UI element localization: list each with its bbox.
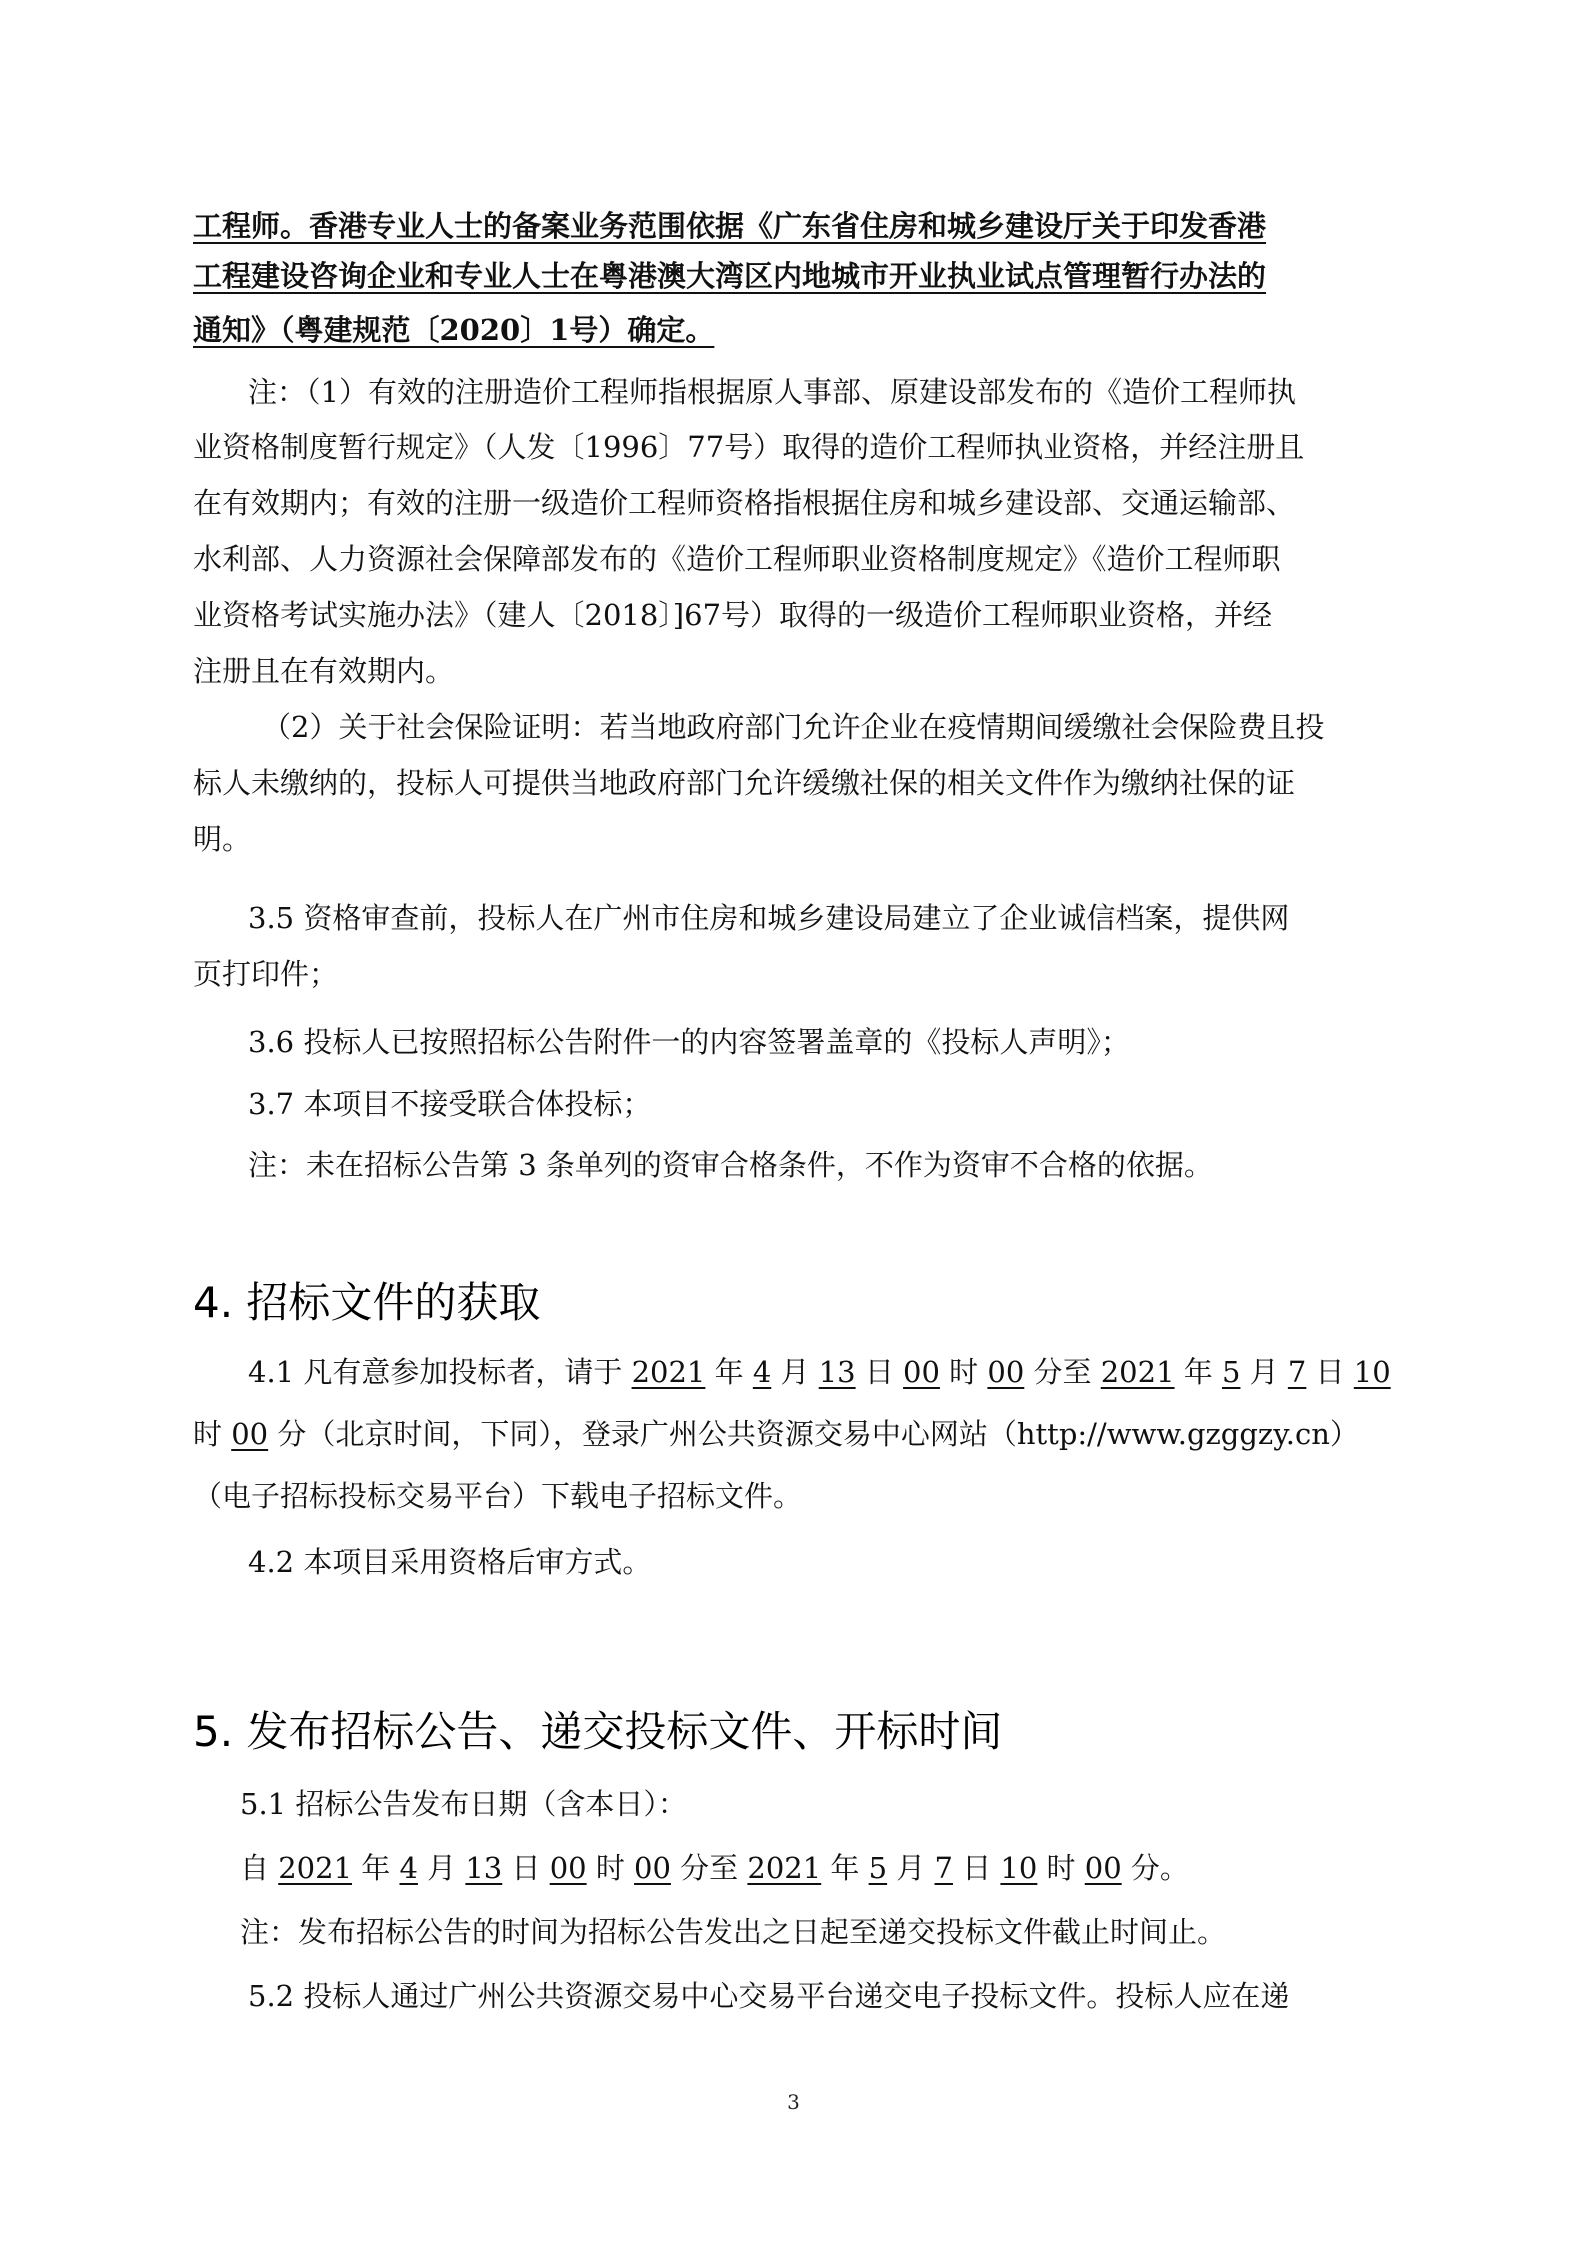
text-run: 年 bbox=[1174, 1355, 1222, 1389]
underlined-value: 2021 bbox=[631, 1355, 706, 1389]
note-line: 在有效期内；有效的注册一级造价工程师资格指根据住房和城乡建设部、交通运输部、 bbox=[193, 486, 1296, 520]
clause-line bbox=[240, 1846, 1189, 1890]
text-run: 日 bbox=[855, 1355, 904, 1389]
underlined-value: 00 bbox=[903, 1355, 940, 1389]
clause-line: 5.1 招标公告发布日期（含本日）： bbox=[240, 1787, 687, 1821]
section-heading-4: 4. 招标文件的获取 bbox=[193, 1278, 541, 1327]
text-run: 分至 bbox=[1024, 1355, 1101, 1389]
text-run: 日 bbox=[952, 1851, 1001, 1885]
underlined-value: 5 bbox=[868, 1851, 888, 1885]
clause-line: 5.2 投标人通过广州公共资源交易中心交易平台递交电子投标文件。投标人应在递 bbox=[248, 1979, 1290, 2013]
clause-line: 3.5 资格审查前，投标人在广州市住房和城乡建设局建立了企业诚信档案，提供网 bbox=[248, 901, 1290, 935]
note-line: 注：（1）有效的注册造价工程师指根据原人事部、原建设部发布的《造价工程师执 bbox=[248, 375, 1296, 409]
bold-paragraph-line: 工程建设咨询企业和专业人士在粤港澳大湾区内地城市开业执业试点管理暂行办法的 bbox=[193, 259, 1267, 293]
underlined-value: 2021 bbox=[1100, 1355, 1175, 1389]
clause-line: 4.2 本项目采用资格后审方式。 bbox=[248, 1545, 652, 1579]
text-run: 4.1 凡有意参加投标者，请于 bbox=[248, 1355, 632, 1389]
text-run: 时 bbox=[193, 1417, 232, 1451]
text-run: 月 bbox=[417, 1851, 466, 1885]
text-run: 时 bbox=[586, 1851, 635, 1885]
underlined-value: 00 bbox=[634, 1851, 671, 1885]
text-run: 月 bbox=[771, 1355, 819, 1389]
note-line: 注册且在有效期内。 bbox=[193, 654, 455, 688]
underlined-value: 4 bbox=[752, 1355, 772, 1389]
clause-line: 3.6 投标人已按照招标公告附件一的内容签署盖章的《投标人声明》； bbox=[248, 1025, 1130, 1059]
underlined-value: 5 bbox=[1221, 1355, 1241, 1389]
text-run: 月 bbox=[1240, 1355, 1288, 1389]
text-run: 日 bbox=[502, 1851, 550, 1885]
underlined-value: 2021 bbox=[747, 1851, 822, 1885]
text-run: 年 bbox=[821, 1851, 869, 1885]
underlined-value: 10 bbox=[1353, 1355, 1391, 1389]
underlined-value: 00 bbox=[231, 1417, 269, 1451]
underlined-value: 7 bbox=[1287, 1355, 1307, 1389]
clause-line: 3.7 本项目不接受联合体投标； bbox=[248, 1087, 652, 1121]
bold-paragraph-line: 通知》（粤建规范〔2020〕1号）确定。 bbox=[193, 313, 715, 347]
text-run: 分（北京时间，下同），登录广州公共资源交易中心网站（http://www.gzggzy.cn） bbox=[268, 1417, 1359, 1451]
note-line: 水利部、人力资源社会保障部发布的《造价工程师职业资格制度规定》《造价工程师职 bbox=[193, 542, 1281, 576]
underlined-value: 00 bbox=[1084, 1851, 1122, 1885]
underlined-value: 7 bbox=[934, 1851, 953, 1885]
text-run: 日 bbox=[1306, 1355, 1354, 1389]
section-heading-5: 5. 发布招标公告、递交投标文件、开标时间 bbox=[193, 1707, 1003, 1756]
text-run: 分至 bbox=[670, 1851, 748, 1885]
text-run: 时 bbox=[939, 1355, 988, 1389]
underlined-value: 13 bbox=[465, 1851, 503, 1885]
text-run: 月 bbox=[887, 1851, 935, 1885]
underlined-value: 00 bbox=[987, 1355, 1025, 1389]
note-line: 明。 bbox=[193, 822, 252, 856]
clause-line: 页打印件； bbox=[193, 957, 339, 991]
page-number: 3 bbox=[787, 2090, 800, 2114]
text-run: 时 bbox=[1037, 1851, 1085, 1885]
text-run: 自 bbox=[240, 1851, 279, 1885]
bold-paragraph-line: 工程师。香港专业人士的备案业务范围依据《广东省住房和城乡建设厅关于印发香港 bbox=[193, 209, 1267, 243]
text-run: 年 bbox=[352, 1851, 400, 1885]
note-line: 标人未缴纳的，投标人可提供当地政府部门允许缓缴社保的相关文件作为缴纳社保的证 bbox=[193, 766, 1296, 800]
note-line: 注：发布招标公告的时间为招标公告发出之日起至递交投标文件截止时间止。 bbox=[240, 1915, 1227, 1949]
clause-line bbox=[193, 1412, 1359, 1456]
note-line: 业资格制度暂行规定》（人发〔1996〕77号）取得的造价工程师执业资格，并经注册且 bbox=[193, 430, 1305, 464]
underlined-value: 4 bbox=[399, 1851, 418, 1885]
underlined-value: 00 bbox=[549, 1851, 587, 1885]
text-run: 年 bbox=[705, 1355, 753, 1389]
clause-line: 注：未在招标公告第 3 条单列的资审合格条件，不作为资审不合格的依据。 bbox=[248, 1148, 1213, 1182]
underlined-value: 2021 bbox=[278, 1851, 353, 1885]
clause-line bbox=[248, 1350, 1391, 1394]
note-line: （2）关于社会保险证明：若当地政府部门允许企业在疫情期间缓缴社会保险费且投 bbox=[262, 710, 1325, 744]
underlined-value: 13 bbox=[818, 1355, 856, 1389]
note-line: 业资格考试实施办法》（建人〔2018〕]67号）取得的一级造价工程师职业资格，并经 bbox=[193, 598, 1273, 632]
clause-line: （电子招标投标交易平台）下载电子招标文件。 bbox=[193, 1479, 803, 1513]
underlined-value: 10 bbox=[1000, 1851, 1038, 1885]
text-run: 分。 bbox=[1121, 1851, 1189, 1885]
